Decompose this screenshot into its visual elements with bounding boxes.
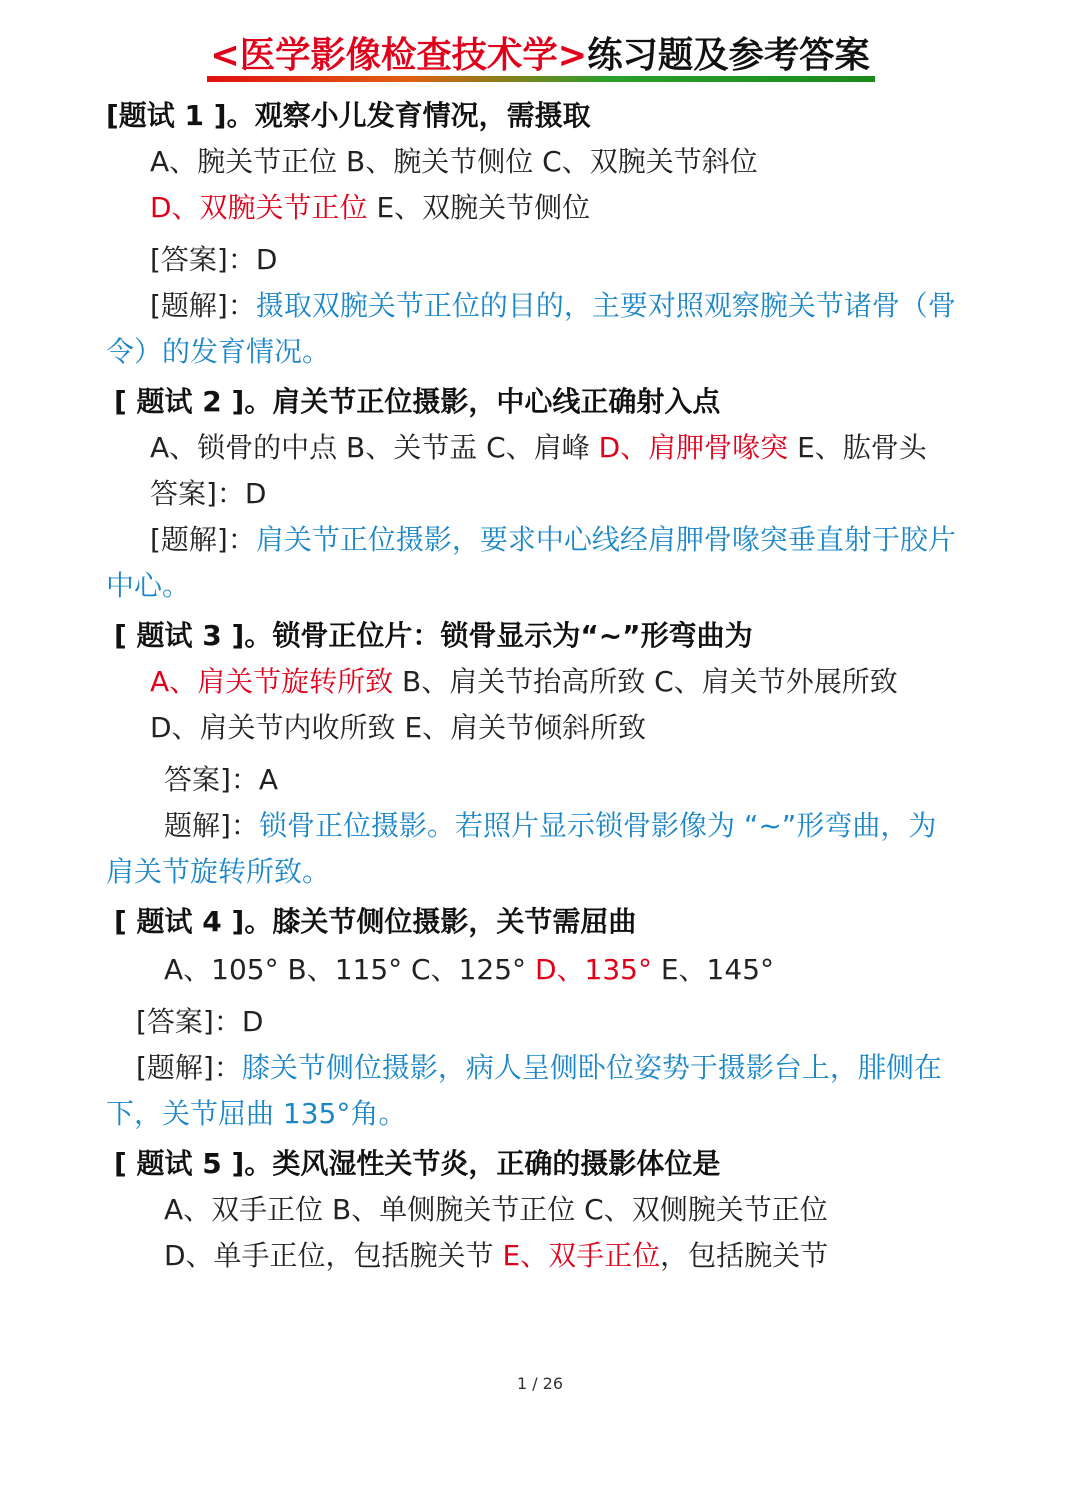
question-4-correct-option: D、135° [534, 953, 652, 986]
question-3-explanation-text: 锁骨正位摄影。若照片显示锁骨影像为 “~”形弯曲，为 [258, 809, 937, 842]
question-1-explanation-label: [题解]： [150, 289, 256, 322]
question-4-explanation-label: [题解]： [136, 1051, 242, 1084]
page-number: 1 / 26 [516, 1374, 564, 1393]
question-3-answer: 答案]：A [164, 763, 279, 796]
title-suffix: 练习题及参考答案 [587, 35, 870, 76]
question-3-explanation-label: 题解]： [164, 809, 259, 842]
title-underline [207, 76, 875, 82]
question-5-stem: [ 题试 5 ]。类风湿性关节炎，正确的摄影体位是 [114, 1147, 721, 1180]
question-3-options-line2: D、肩关节内收所致 E、肩关节倾斜所致 [150, 711, 647, 744]
question-4-explanation-line1 [136, 1048, 942, 1088]
title-book-name: <医学影像检查技术学> [210, 35, 588, 76]
question-5-option-d: D、单手正位，包括腕关节 [164, 1239, 503, 1272]
question-1-explanation-text: 摄取双腕关节正位的目的，主要对照观察腕关节诸骨（骨 [255, 289, 956, 322]
page-title [10, 30, 1069, 82]
question-5-options-line2 [164, 1236, 828, 1276]
question-4-explanation-text: 膝关节侧位摄影，病人呈侧卧位姿势于摄影台上，腓侧在 [241, 1051, 942, 1084]
question-4-options [164, 950, 774, 990]
question-3-options-bc: B、肩关节抬高所致 C、肩关节外展所致 [393, 665, 898, 698]
question-4-options-abc: A、105° B、115° C、125° [164, 953, 535, 986]
question-2-answer: 答案]：D [150, 477, 267, 510]
question-3-stem: [ 题试 3 ]。锁骨正位片：锁骨显示为“~”形弯曲为 [114, 619, 753, 652]
question-1-option-e: E、双腕关节侧位 [367, 191, 591, 224]
question-4-answer: [答案]：D [136, 1005, 264, 1038]
question-2-explanation-line1 [150, 520, 956, 560]
question-3-options-line1 [150, 662, 898, 702]
question-1-explanation-line2: 令）的发育情况。 [106, 335, 331, 368]
question-4-option-e: E、145° [651, 953, 775, 986]
question-3-explanation-line1 [164, 806, 936, 846]
question-1-answer: [答案]：D [150, 243, 278, 276]
question-2-stem: [ 题试 2 ]。肩关节正位摄影，中心线正确射入点 [114, 385, 721, 418]
question-2-correct-option: D、肩胛骨喙突 [598, 431, 789, 464]
question-1-explanation-line1 [150, 286, 956, 326]
question-2-explanation-label: [题解]： [150, 523, 256, 556]
question-2-options [150, 428, 927, 468]
question-5-option-e-suffix: ，包括腕关节 [660, 1239, 829, 1272]
question-1-options-line2 [150, 188, 590, 228]
question-1-correct-option: D、双腕关节正位 [150, 191, 368, 224]
question-5-correct-option: E、双手正位 [502, 1239, 661, 1272]
question-3-explanation-line2: 肩关节旋转所致。 [106, 855, 331, 888]
question-3-correct-option: A、肩关节旋转所致 [150, 665, 394, 698]
question-1-stem: [题试 1 ]。观察小儿发育情况，需摄取 [106, 99, 591, 132]
question-2-option-e: E、肱骨头 [788, 431, 927, 464]
question-2-explanation-line2: 中心。 [106, 569, 191, 602]
question-2-options-abc: A、锁骨的中点 B、关节盂 C、肩峰 [150, 431, 599, 464]
question-4-explanation-line2: 下，关节屈曲 135°角。 [106, 1097, 407, 1130]
question-5-options-line1: A、双手正位 B、单侧腕关节正位 C、双侧腕关节正位 [164, 1193, 828, 1226]
question-1-options-line1: A、腕关节正位 B、腕关节侧位 C、双腕关节斜位 [150, 145, 758, 178]
question-4-stem: [ 题试 4 ]。膝关节侧位摄影，关节需屈曲 [114, 905, 637, 938]
question-2-explanation-text: 肩关节正位摄影，要求中心线经肩胛骨喙突垂直射于胶片 [255, 523, 956, 556]
